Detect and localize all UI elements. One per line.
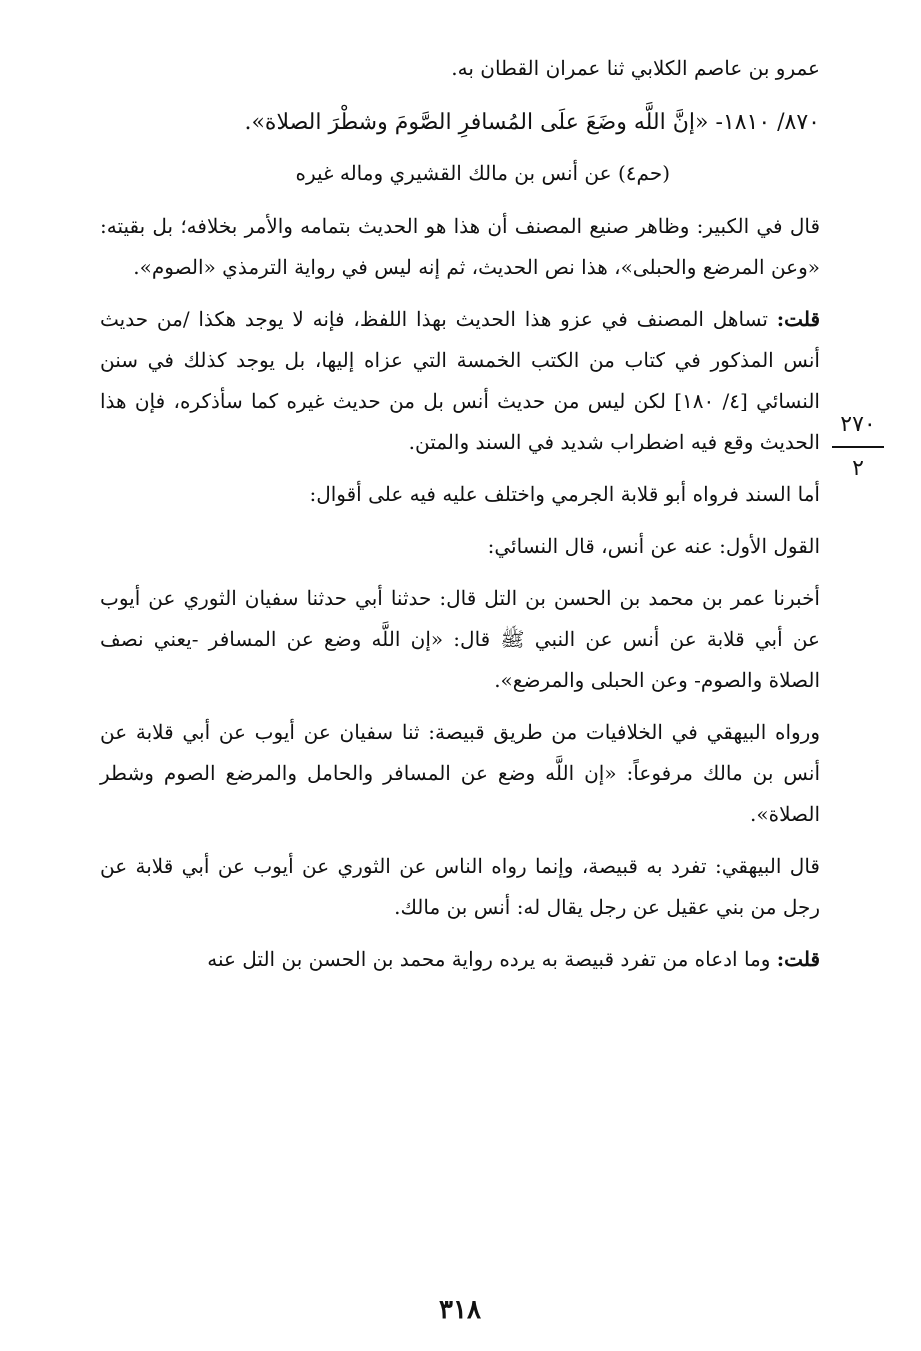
first-opinion: القول الأول: عنه عن أنس، قال النسائي: <box>487 534 820 558</box>
sanad-intro: أما السند فرواه أبو قلابة الجرمي واختلف عليه فيه على أقوال: <box>309 482 820 506</box>
qult-label: قلت: <box>776 947 820 971</box>
commentary-qult-2 <box>100 939 820 980</box>
margin-ref-divider <box>832 446 884 448</box>
main-text-block <box>100 48 820 991</box>
hadith-source: (حم٤) عن أنس بن مالك القشيري وماله غيره <box>295 161 670 185</box>
bayhaqi-comment: قال البيهقي: تفرد به قبيصة، وإنما رواه الناس عن الثوري عن أيوب عن أبي قلابة عن رجل من بني عقيل عن رجل يقال له: أنس بن مالك. <box>100 854 820 919</box>
commentary-kabir: قال في الكبير: وظاهر صنيع المصنف أن هذا هو الحديث بتمامه والأمر بخلافه؛ بل بقيته: «وعن المرضع والحبلى»، هذا نص الحديث، ثم إنه ليس في رواية الترمذي «الصوم». <box>100 214 820 279</box>
qult-text: وما ادعاه من تفرد قبيصة به يرده رواية محمد بن الحسن بن التل عنه <box>207 947 777 971</box>
qult-label: قلت: <box>776 307 820 331</box>
bayhaqi-report: ورواه البيهقي في الخلافيات من طريق قبيصة: ثنا سفيان عن أيوب عن أبي قلابة عن أنس بن مالك مرفوعاً: «إن اللَّه وضع عن المسافر والحامل والمرضع الصوم وشطر الصلاة». <box>100 720 820 826</box>
page-number: ٣١٨ <box>439 1295 481 1325</box>
intro-line: عمرو بن عاصم الكلابي ثنا عمران القطان به. <box>451 56 820 80</box>
hadith-text: ٨٧٠/ ١٨١٠- «إنَّ اللَّه وضَعَ علَى المُسافرِ الصَّومَ وشطْرَ الصلاة». <box>244 110 820 135</box>
margin-ref-top: ٢٧٠ <box>840 412 876 437</box>
margin-reference <box>828 410 888 484</box>
qult-text: تساهل المصنف في عزو هذا الحديث بهذا اللفظ، فإنه لا يوجد هكذا /من حديث أنس المذكور في كتاب من الكتب الخمسة التي عزاه إليها، بل يوجد كذلك في سنن النسائي [٤/ ١٨٠] لكن ليس من حديث أنس بل من حديث غيره كما سأذكره، فإن هذا الحديث وقع فيه اضطراب شديد في السند والمتن. <box>100 307 820 454</box>
commentary-qult-1 <box>100 299 820 463</box>
margin-ref-bottom: ٢ <box>852 456 864 481</box>
nasai-chain: أخبرنا عمر بن محمد بن الحسن بن التل قال: حدثنا أبي حدثنا سفيان الثوري عن أيوب عن أبي قلابة عن أنس عن النبي ﷺ قال: «إن اللَّه وضع عن المسافر -يعني نصف الصلاة والصوم- وعن الحبلى والمرضع». <box>100 586 820 692</box>
